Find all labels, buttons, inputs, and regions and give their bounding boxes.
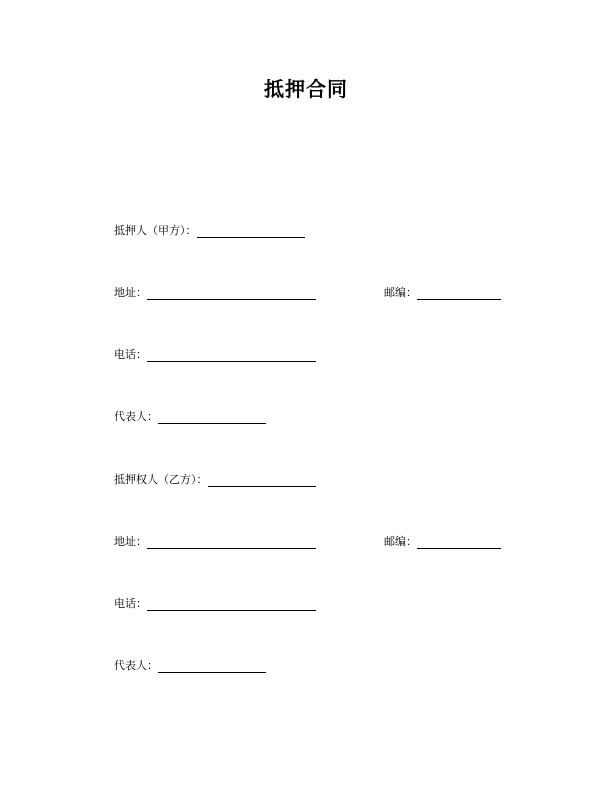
party-b-postcode-label: 邮编： bbox=[384, 535, 417, 548]
party-a-representative-label: 代表人： bbox=[114, 410, 158, 423]
mortgagor-label: 抵押人（甲方）： bbox=[114, 224, 197, 237]
party-b-address-label: 地址： bbox=[114, 535, 147, 548]
mortgagee-input-line[interactable] bbox=[208, 474, 316, 487]
mortgagee-label: 抵押权人（乙方）： bbox=[114, 473, 208, 486]
party-b-phone-input-line[interactable] bbox=[147, 598, 316, 611]
party-a-representative-field bbox=[114, 410, 266, 424]
party-b-phone-field bbox=[114, 597, 316, 611]
party-a-address-field bbox=[114, 286, 316, 300]
party-b-address-field bbox=[114, 535, 316, 549]
party-b-representative-input-line[interactable] bbox=[158, 660, 266, 673]
party-a-postcode-input-line[interactable] bbox=[417, 287, 501, 300]
party-b-representative-label: 代表人： bbox=[114, 659, 158, 672]
party-a-phone-field bbox=[114, 348, 316, 362]
party-a-address-input-line[interactable] bbox=[147, 287, 316, 300]
mortgagor-field bbox=[114, 224, 305, 238]
party-a-phone-input-line[interactable] bbox=[147, 349, 316, 362]
party-b-phone-label: 电话： bbox=[114, 597, 147, 610]
party-a-postcode-label: 邮编： bbox=[384, 286, 417, 299]
mortgagee-field bbox=[114, 473, 316, 487]
party-b-representative-field bbox=[114, 659, 266, 673]
party-b-address-input-line[interactable] bbox=[147, 536, 316, 549]
party-a-phone-label: 电话： bbox=[114, 348, 147, 361]
party-b-postcode-field bbox=[384, 535, 501, 549]
party-a-address-label: 地址： bbox=[114, 286, 147, 299]
party-a-representative-input-line[interactable] bbox=[158, 411, 266, 424]
mortgagor-input-line[interactable] bbox=[197, 225, 305, 238]
document-title: 抵押合同 bbox=[264, 77, 348, 101]
party-a-postcode-field bbox=[384, 286, 501, 300]
party-b-postcode-input-line[interactable] bbox=[417, 536, 501, 549]
